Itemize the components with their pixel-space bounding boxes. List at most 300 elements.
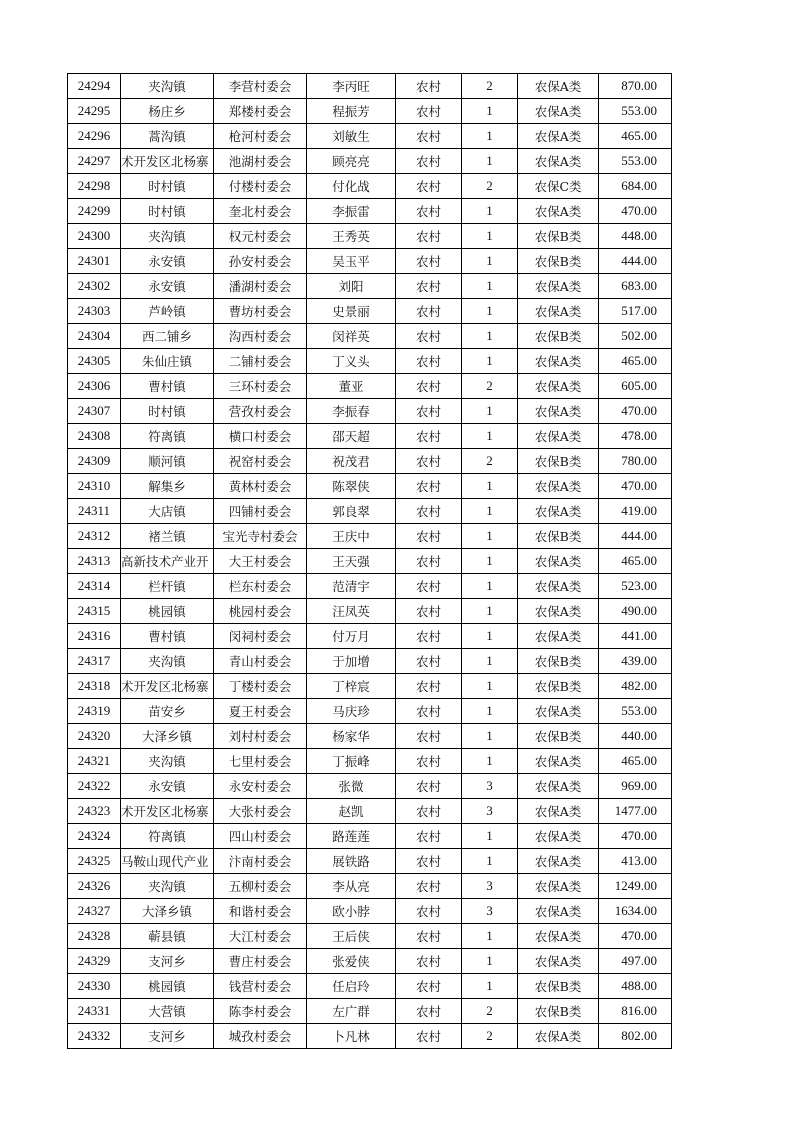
town-cell: 解集乡: [121, 474, 214, 499]
category-cell: 农保B类: [518, 449, 599, 474]
table-row: [68, 649, 672, 674]
village-committee-cell: 祝窑村委会: [214, 449, 307, 474]
record-id-cell: 24306: [68, 374, 121, 399]
recipient-name-cell: 史景丽: [307, 299, 396, 324]
recipient-name-cell: 付化战: [307, 174, 396, 199]
area-type-cell: 农村: [396, 899, 462, 924]
village-committee-cell: 横口村委会: [214, 424, 307, 449]
amount-cell: 802.00: [599, 1024, 672, 1049]
household-count-cell: 1: [462, 324, 518, 349]
category-cell: 农保A类: [518, 1024, 599, 1049]
amount-cell: 482.00: [599, 674, 672, 699]
amount-cell: 553.00: [599, 699, 672, 724]
category-cell: 农保A类: [518, 574, 599, 599]
area-type-cell: 农村: [396, 324, 462, 349]
category-cell: 农保B类: [518, 724, 599, 749]
category-cell: 农保B类: [518, 974, 599, 999]
village-committee-cell: 营孜村委会: [214, 399, 307, 424]
record-id-cell: 24304: [68, 324, 121, 349]
table-row: [68, 99, 672, 124]
area-type-cell: 农村: [396, 74, 462, 99]
town-cell: 符离镇: [121, 824, 214, 849]
town-cell: 大泽乡镇: [121, 899, 214, 924]
town-cell: 术开发区北杨寨: [121, 799, 214, 824]
town-cell: 桃园镇: [121, 974, 214, 999]
record-id-cell: 24298: [68, 174, 121, 199]
area-type-cell: 农村: [396, 349, 462, 374]
town-cell: 苗安乡: [121, 699, 214, 724]
amount-cell: 465.00: [599, 749, 672, 774]
town-cell: 高新技术产业开: [121, 549, 214, 574]
village-committee-cell: 奎北村委会: [214, 199, 307, 224]
category-cell: 农保A类: [518, 374, 599, 399]
recipient-name-cell: 张爱侠: [307, 949, 396, 974]
table-row: [68, 824, 672, 849]
category-cell: 农保A类: [518, 299, 599, 324]
category-cell: 农保B类: [518, 249, 599, 274]
town-cell: 杨庄乡: [121, 99, 214, 124]
recipient-name-cell: 路莲莲: [307, 824, 396, 849]
town-cell: 桃园镇: [121, 599, 214, 624]
category-cell: 农保A类: [518, 499, 599, 524]
town-cell: 芦岭镇: [121, 299, 214, 324]
recipient-name-cell: 李从亮: [307, 874, 396, 899]
category-cell: 农保A类: [518, 949, 599, 974]
relief-ledger-table: [67, 73, 672, 1049]
recipient-name-cell: 吴玉平: [307, 249, 396, 274]
village-committee-cell: 黄林村委会: [214, 474, 307, 499]
record-id-cell: 24323: [68, 799, 121, 824]
household-count-cell: 1: [462, 499, 518, 524]
village-committee-cell: 大江村委会: [214, 924, 307, 949]
category-cell: 农保A类: [518, 274, 599, 299]
amount-cell: 444.00: [599, 249, 672, 274]
record-id-cell: 24311: [68, 499, 121, 524]
recipient-name-cell: 闵祥英: [307, 324, 396, 349]
recipient-name-cell: 李振春: [307, 399, 396, 424]
category-cell: 农保A类: [518, 99, 599, 124]
table-row: [68, 349, 672, 374]
town-cell: 时村镇: [121, 399, 214, 424]
amount-cell: 465.00: [599, 124, 672, 149]
town-cell: 顺河镇: [121, 449, 214, 474]
village-committee-cell: 陈李村委会: [214, 999, 307, 1024]
recipient-name-cell: 展铁路: [307, 849, 396, 874]
town-cell: 夹沟镇: [121, 874, 214, 899]
village-committee-cell: 四山村委会: [214, 824, 307, 849]
table-row: [68, 199, 672, 224]
table-row: [68, 624, 672, 649]
town-cell: 术开发区北杨寨: [121, 149, 214, 174]
area-type-cell: 农村: [396, 674, 462, 699]
area-type-cell: 农村: [396, 874, 462, 899]
recipient-name-cell: 祝茂君: [307, 449, 396, 474]
household-count-cell: 3: [462, 774, 518, 799]
village-committee-cell: 钱营村委会: [214, 974, 307, 999]
area-type-cell: 农村: [396, 724, 462, 749]
table-row: [68, 499, 672, 524]
recipient-name-cell: 丁振峰: [307, 749, 396, 774]
table-row: [68, 249, 672, 274]
recipient-name-cell: 邵天超: [307, 424, 396, 449]
category-cell: 农保A类: [518, 749, 599, 774]
recipient-name-cell: 李振雷: [307, 199, 396, 224]
record-id-cell: 24307: [68, 399, 121, 424]
amount-cell: 444.00: [599, 524, 672, 549]
amount-cell: 419.00: [599, 499, 672, 524]
area-type-cell: 农村: [396, 449, 462, 474]
recipient-name-cell: 丁义头: [307, 349, 396, 374]
area-type-cell: 农村: [396, 374, 462, 399]
household-count-cell: 3: [462, 799, 518, 824]
record-id-cell: 24331: [68, 999, 121, 1024]
recipient-name-cell: 卜凡林: [307, 1024, 396, 1049]
recipient-name-cell: 王庆中: [307, 524, 396, 549]
table-row: [68, 924, 672, 949]
village-committee-cell: 桃园村委会: [214, 599, 307, 624]
table-row: [68, 799, 672, 824]
record-id-cell: 24299: [68, 199, 121, 224]
area-type-cell: 农村: [396, 599, 462, 624]
amount-cell: 470.00: [599, 474, 672, 499]
town-cell: 曹村镇: [121, 624, 214, 649]
household-count-cell: 1: [462, 749, 518, 774]
category-cell: 农保A类: [518, 149, 599, 174]
household-count-cell: 2: [462, 1024, 518, 1049]
record-id-cell: 24309: [68, 449, 121, 474]
area-type-cell: 农村: [396, 774, 462, 799]
amount-cell: 470.00: [599, 824, 672, 849]
recipient-name-cell: 郭良翠: [307, 499, 396, 524]
household-count-cell: 1: [462, 124, 518, 149]
village-committee-cell: 郑楼村委会: [214, 99, 307, 124]
village-committee-cell: 枪河村委会: [214, 124, 307, 149]
record-id-cell: 24294: [68, 74, 121, 99]
record-id-cell: 24310: [68, 474, 121, 499]
amount-cell: 440.00: [599, 724, 672, 749]
category-cell: 农保B类: [518, 649, 599, 674]
village-committee-cell: 曹庄村委会: [214, 949, 307, 974]
town-cell: 永安镇: [121, 249, 214, 274]
record-id-cell: 24314: [68, 574, 121, 599]
amount-cell: 497.00: [599, 949, 672, 974]
household-count-cell: 1: [462, 299, 518, 324]
recipient-name-cell: 于加增: [307, 649, 396, 674]
table-row: [68, 474, 672, 499]
category-cell: 农保A类: [518, 349, 599, 374]
record-id-cell: 24320: [68, 724, 121, 749]
record-id-cell: 24324: [68, 824, 121, 849]
table-row: [68, 224, 672, 249]
town-cell: 符离镇: [121, 424, 214, 449]
village-committee-cell: 夏王村委会: [214, 699, 307, 724]
area-type-cell: 农村: [396, 999, 462, 1024]
household-count-cell: 2: [462, 449, 518, 474]
area-type-cell: 农村: [396, 574, 462, 599]
village-committee-cell: 栏东村委会: [214, 574, 307, 599]
recipient-name-cell: 王后侠: [307, 924, 396, 949]
record-id-cell: 24308: [68, 424, 121, 449]
amount-cell: 470.00: [599, 399, 672, 424]
category-cell: 农保A类: [518, 199, 599, 224]
table-row: [68, 699, 672, 724]
village-committee-cell: 丁楼村委会: [214, 674, 307, 699]
amount-cell: 465.00: [599, 349, 672, 374]
amount-cell: 523.00: [599, 574, 672, 599]
record-id-cell: 24303: [68, 299, 121, 324]
household-count-cell: 1: [462, 349, 518, 374]
town-cell: 时村镇: [121, 199, 214, 224]
village-committee-cell: 城孜村委会: [214, 1024, 307, 1049]
household-count-cell: 1: [462, 949, 518, 974]
household-count-cell: 1: [462, 424, 518, 449]
record-id-cell: 24319: [68, 699, 121, 724]
recipient-name-cell: 董亚: [307, 374, 396, 399]
category-cell: 农保B类: [518, 999, 599, 1024]
table-row: [68, 674, 672, 699]
town-cell: 大营镇: [121, 999, 214, 1024]
table-row: [68, 599, 672, 624]
table-row: [68, 974, 672, 999]
village-committee-cell: 二铺村委会: [214, 349, 307, 374]
town-cell: 夹沟镇: [121, 749, 214, 774]
record-id-cell: 24330: [68, 974, 121, 999]
amount-cell: 490.00: [599, 599, 672, 624]
category-cell: 农保A类: [518, 824, 599, 849]
category-cell: 农保A类: [518, 774, 599, 799]
area-type-cell: 农村: [396, 149, 462, 174]
recipient-name-cell: 左广群: [307, 999, 396, 1024]
area-type-cell: 农村: [396, 299, 462, 324]
town-cell: 夹沟镇: [121, 74, 214, 99]
area-type-cell: 农村: [396, 1024, 462, 1049]
household-count-cell: 1: [462, 649, 518, 674]
area-type-cell: 农村: [396, 924, 462, 949]
town-cell: 术开发区北杨寨: [121, 674, 214, 699]
recipient-name-cell: 程振芳: [307, 99, 396, 124]
category-cell: 农保A类: [518, 74, 599, 99]
category-cell: 农保B类: [518, 674, 599, 699]
record-id-cell: 24315: [68, 599, 121, 624]
household-count-cell: 1: [462, 724, 518, 749]
area-type-cell: 农村: [396, 499, 462, 524]
record-id-cell: 24301: [68, 249, 121, 274]
household-count-cell: 2: [462, 374, 518, 399]
record-id-cell: 24327: [68, 899, 121, 924]
recipient-name-cell: 刘敏生: [307, 124, 396, 149]
recipient-name-cell: 付万月: [307, 624, 396, 649]
category-cell: 农保A类: [518, 399, 599, 424]
town-cell: 永安镇: [121, 274, 214, 299]
record-id-cell: 24316: [68, 624, 121, 649]
table-row: [68, 324, 672, 349]
village-committee-cell: 永安村委会: [214, 774, 307, 799]
area-type-cell: 农村: [396, 849, 462, 874]
area-type-cell: 农村: [396, 549, 462, 574]
household-count-cell: 1: [462, 149, 518, 174]
village-committee-cell: 大王村委会: [214, 549, 307, 574]
area-type-cell: 农村: [396, 974, 462, 999]
town-cell: 永安镇: [121, 774, 214, 799]
amount-cell: 478.00: [599, 424, 672, 449]
recipient-name-cell: 张微: [307, 774, 396, 799]
village-committee-cell: 四铺村委会: [214, 499, 307, 524]
category-cell: 农保A类: [518, 849, 599, 874]
household-count-cell: 1: [462, 474, 518, 499]
town-cell: 马鞍山现代产业: [121, 849, 214, 874]
recipient-name-cell: 李丙旺: [307, 74, 396, 99]
area-type-cell: 农村: [396, 699, 462, 724]
amount-cell: 684.00: [599, 174, 672, 199]
village-committee-cell: 刘村村委会: [214, 724, 307, 749]
recipient-name-cell: 丁梓宸: [307, 674, 396, 699]
household-count-cell: 1: [462, 524, 518, 549]
area-type-cell: 农村: [396, 124, 462, 149]
category-cell: 农保A类: [518, 899, 599, 924]
record-id-cell: 24312: [68, 524, 121, 549]
household-count-cell: 1: [462, 99, 518, 124]
amount-cell: 439.00: [599, 649, 672, 674]
amount-cell: 870.00: [599, 74, 672, 99]
household-count-cell: 1: [462, 849, 518, 874]
area-type-cell: 农村: [396, 199, 462, 224]
town-cell: 大店镇: [121, 499, 214, 524]
category-cell: 农保A类: [518, 124, 599, 149]
table-row: [68, 424, 672, 449]
household-count-cell: 1: [462, 624, 518, 649]
record-id-cell: 24328: [68, 924, 121, 949]
record-id-cell: 24325: [68, 849, 121, 874]
category-cell: 农保A类: [518, 474, 599, 499]
category-cell: 农保A类: [518, 424, 599, 449]
recipient-name-cell: 杨家华: [307, 724, 396, 749]
amount-cell: 1634.00: [599, 899, 672, 924]
town-cell: 栏杆镇: [121, 574, 214, 599]
area-type-cell: 农村: [396, 524, 462, 549]
village-committee-cell: 权元村委会: [214, 224, 307, 249]
household-count-cell: 1: [462, 574, 518, 599]
household-count-cell: 1: [462, 199, 518, 224]
category-cell: 农保C类: [518, 174, 599, 199]
town-cell: 大泽乡镇: [121, 724, 214, 749]
table-row: [68, 874, 672, 899]
table-row: [68, 774, 672, 799]
amount-cell: 502.00: [599, 324, 672, 349]
record-id-cell: 24322: [68, 774, 121, 799]
town-cell: 夹沟镇: [121, 649, 214, 674]
amount-cell: 780.00: [599, 449, 672, 474]
table-row: [68, 849, 672, 874]
village-committee-cell: 沟西村委会: [214, 324, 307, 349]
household-count-cell: 1: [462, 924, 518, 949]
household-count-cell: 1: [462, 249, 518, 274]
amount-cell: 816.00: [599, 999, 672, 1024]
table-row: [68, 549, 672, 574]
town-cell: 夹沟镇: [121, 224, 214, 249]
town-cell: 褚兰镇: [121, 524, 214, 549]
recipient-name-cell: 马庆珍: [307, 699, 396, 724]
table-row: [68, 949, 672, 974]
household-count-cell: 1: [462, 974, 518, 999]
table-row: [68, 749, 672, 774]
table-row: [68, 999, 672, 1024]
category-cell: 农保B类: [518, 324, 599, 349]
record-id-cell: 24313: [68, 549, 121, 574]
record-id-cell: 24318: [68, 674, 121, 699]
recipient-name-cell: 顾亮亮: [307, 149, 396, 174]
town-cell: 支河乡: [121, 949, 214, 974]
amount-cell: 553.00: [599, 99, 672, 124]
village-committee-cell: 池湖村委会: [214, 149, 307, 174]
area-type-cell: 农村: [396, 224, 462, 249]
record-id-cell: 24295: [68, 99, 121, 124]
category-cell: 农保A类: [518, 924, 599, 949]
village-committee-cell: 五柳村委会: [214, 874, 307, 899]
recipient-name-cell: 任启玲: [307, 974, 396, 999]
village-committee-cell: 七里村委会: [214, 749, 307, 774]
village-committee-cell: 孙安村委会: [214, 249, 307, 274]
recipient-name-cell: 汪凤英: [307, 599, 396, 624]
area-type-cell: 农村: [396, 424, 462, 449]
recipient-name-cell: 王秀英: [307, 224, 396, 249]
amount-cell: 448.00: [599, 224, 672, 249]
table-row: [68, 74, 672, 99]
area-type-cell: 农村: [396, 399, 462, 424]
record-id-cell: 24317: [68, 649, 121, 674]
amount-cell: 413.00: [599, 849, 672, 874]
ledger-body: [68, 74, 672, 1049]
household-count-cell: 2: [462, 174, 518, 199]
village-committee-cell: 汴南村委会: [214, 849, 307, 874]
area-type-cell: 农村: [396, 649, 462, 674]
table-row: [68, 174, 672, 199]
household-count-cell: 1: [462, 599, 518, 624]
category-cell: 农保A类: [518, 799, 599, 824]
category-cell: 农保A类: [518, 699, 599, 724]
village-committee-cell: 李营村委会: [214, 74, 307, 99]
table-row: [68, 299, 672, 324]
table-row: [68, 1024, 672, 1049]
area-type-cell: 农村: [396, 824, 462, 849]
amount-cell: 465.00: [599, 549, 672, 574]
amount-cell: 969.00: [599, 774, 672, 799]
table-row: [68, 399, 672, 424]
village-committee-cell: 付楼村委会: [214, 174, 307, 199]
village-committee-cell: 大张村委会: [214, 799, 307, 824]
record-id-cell: 24326: [68, 874, 121, 899]
household-count-cell: 1: [462, 399, 518, 424]
amount-cell: 470.00: [599, 924, 672, 949]
amount-cell: 683.00: [599, 274, 672, 299]
record-id-cell: 24332: [68, 1024, 121, 1049]
table-row: [68, 274, 672, 299]
table-row: [68, 724, 672, 749]
area-type-cell: 农村: [396, 949, 462, 974]
recipient-name-cell: 王天强: [307, 549, 396, 574]
village-committee-cell: 青山村委会: [214, 649, 307, 674]
village-committee-cell: 曹坊村委会: [214, 299, 307, 324]
table-row: [68, 449, 672, 474]
category-cell: 农保B类: [518, 524, 599, 549]
recipient-name-cell: 欧小脖: [307, 899, 396, 924]
village-committee-cell: 潘湖村委会: [214, 274, 307, 299]
town-cell: 蒿沟镇: [121, 124, 214, 149]
amount-cell: 441.00: [599, 624, 672, 649]
category-cell: 农保A类: [518, 624, 599, 649]
amount-cell: 1477.00: [599, 799, 672, 824]
town-cell: 支河乡: [121, 1024, 214, 1049]
category-cell: 农保A类: [518, 599, 599, 624]
